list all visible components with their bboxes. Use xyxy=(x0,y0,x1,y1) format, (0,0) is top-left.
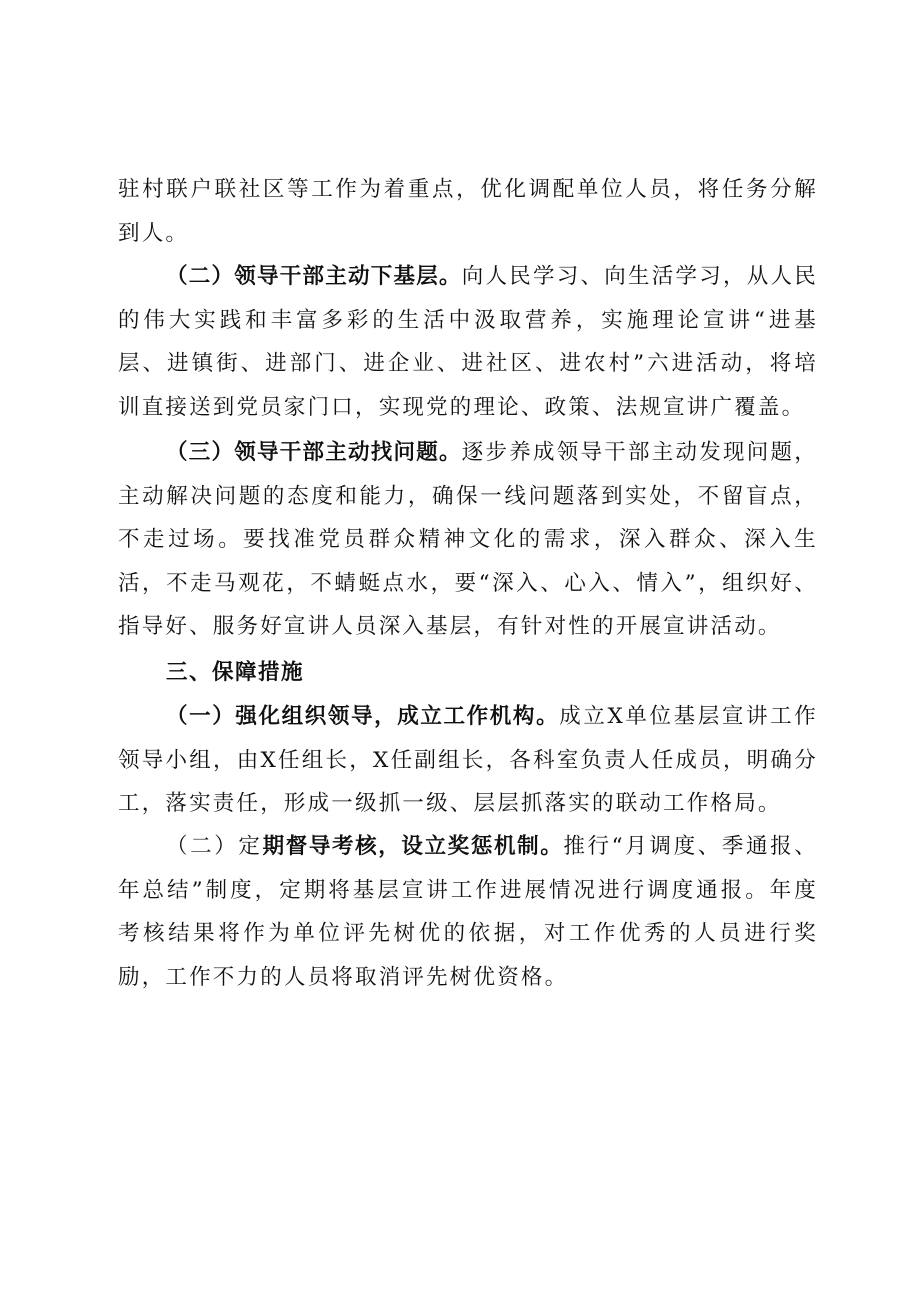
paragraph-text: 成立X单位基层宣讲工作领导小组，由X任组长，X任副组长，各科室负责人任成员，明确分工，落实责任，形成一级抓一级、层层抓落实的联动工作格局。 xyxy=(118,704,818,816)
paragraph-heading: （一）强化组织领导，成立工作机构。 xyxy=(166,704,560,729)
paragraph-text: 向人民学习、向生活学习，从人民的伟大实践和丰富多彩的生活中汲取营养，实施理论宣讲“进基层、进镇街、进部门、进企业、进社区、进农村”六进活动，将培训直接送到党员家门口，实现党的理论、政策、法规宣讲广覆盖。 xyxy=(118,264,818,420)
paragraph-leaders-find-problems xyxy=(118,431,818,649)
paragraph-leaders-go-grassroots xyxy=(118,255,818,429)
section-heading: 三、保障措施 xyxy=(166,660,305,685)
paragraph-supervision-assessment xyxy=(118,825,818,999)
paragraph-text: 推行“月调度、季通报、年总结”制度，定期将基层宣讲工作进展情况进行调度通报。年度考核结果将作为单位评先树优的依据，对工作优秀的人员进行奖励，工作不力的人员将取消评先树优资格。 xyxy=(118,834,818,990)
paragraph-heading: （三）领导干部主动找问题。 xyxy=(166,440,462,465)
paragraph-continuation xyxy=(118,168,818,255)
paragraph-heading: （二）领导干部主动下基层。 xyxy=(166,264,462,289)
paragraph-heading: 期督导考核，设立奖惩机制。 xyxy=(262,834,564,859)
paragraph-organization-leadership xyxy=(118,695,818,826)
paragraph-prefix: （二）定 xyxy=(166,834,263,859)
paragraph-text: 驻村联户联社区等工作为着重点，优化调配单位人员，将任务分解到人。 xyxy=(118,177,818,246)
paragraph-text: 逐步养成领导干部主动发现问题，主动解决问题的态度和能力，确保一线问题落到实处，不留盲点，不走过场。要找准党员群众精神文化的需求，深入群众、深入生活，不走马观花，不蜻蜓点水，要“深入、心入、情入”，组织好、指导好、服务好宣讲人员深入基层，有针对性的开展宣讲活动。 xyxy=(118,440,818,639)
